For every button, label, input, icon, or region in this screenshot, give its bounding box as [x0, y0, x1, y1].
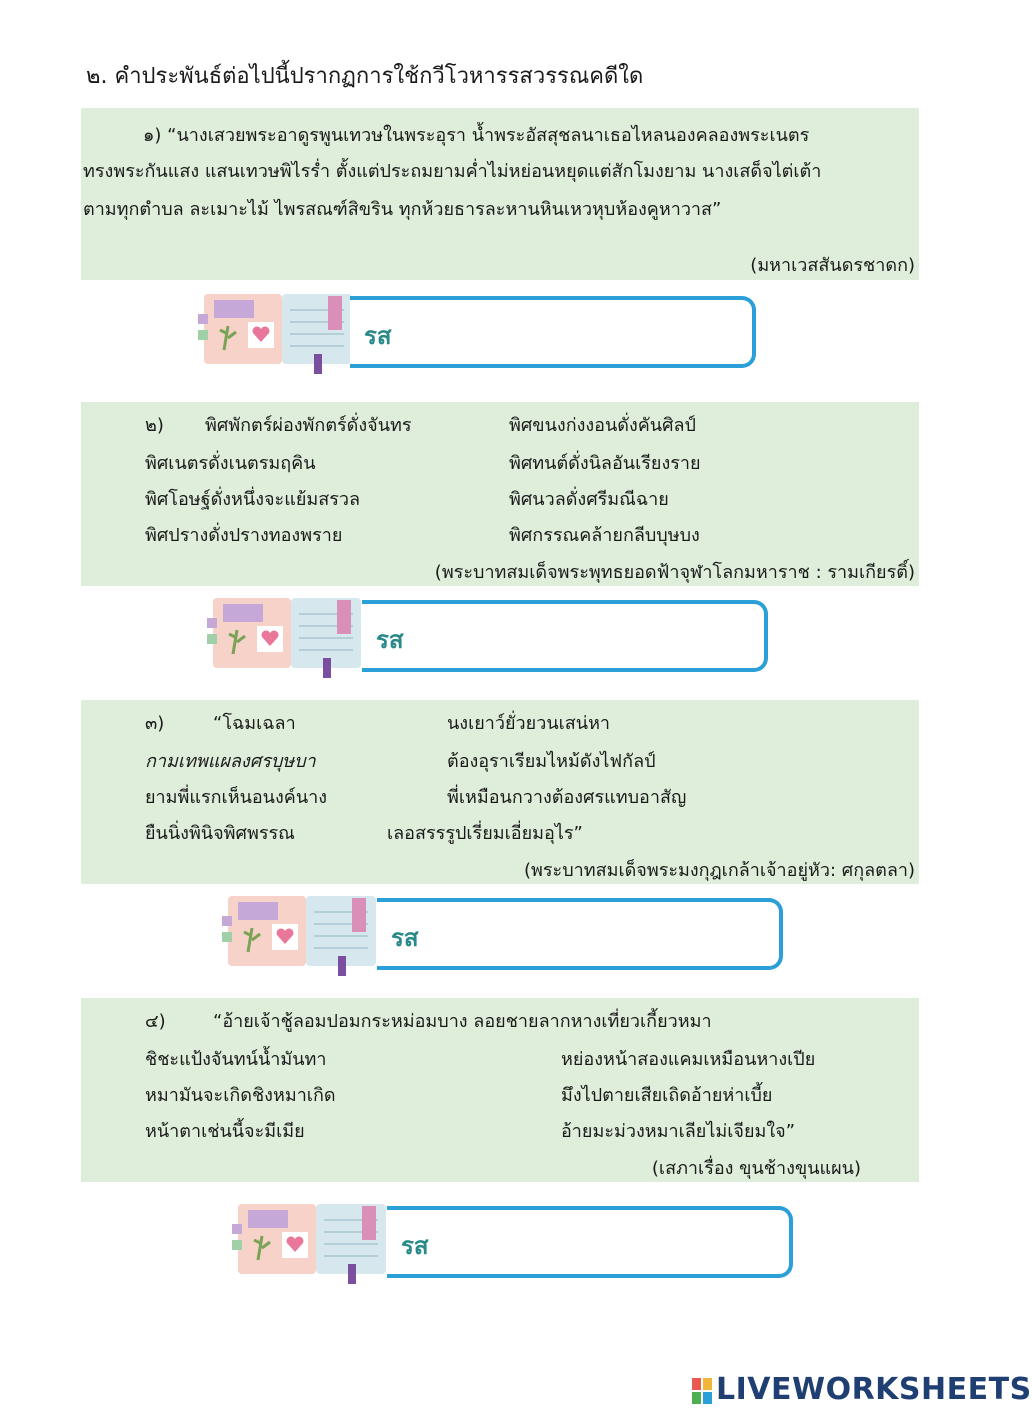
verse-left: ยามพี่แรกเห็นอนงค์นาง [145, 787, 328, 808]
verse-left: ชิชะแป้งจันทน์น้ำมันทา [145, 1049, 327, 1070]
source-citation: (เสภาเรื่อง ขุนช้างขุนแผน) [651, 1158, 861, 1179]
answer-box [387, 1206, 793, 1278]
book-icon [198, 284, 363, 376]
verse-right: เลอสรรรูปเรี่ยมเอี่ยมอุไร” [387, 823, 583, 844]
verse-left: กามเทพแผลงศรบุษบา [145, 751, 316, 772]
source-citation: (พระบาทสมเด็จพระมงกุฎเกล้าเจ้าอยู่หัว: ศกุลตลา) [523, 860, 915, 881]
verse-right: พิศขนงก่งงอนดั่งคันศิลป์ [509, 415, 696, 436]
verse-right: หย่องหน้าสองแคมเหมือนหางเปีย [561, 1049, 816, 1070]
verse-right: พิศนวลดั่งศรีมณีฉาย [509, 489, 669, 510]
answer-label: รส [401, 1232, 429, 1260]
verse-right: พี่เหมือนกวางต้องศรแทบอาสัญ [447, 787, 687, 808]
question-title: ๒. คำประพันธ์ต่อไปนี้ปรากฏการใช้กวีโวหารรสวรรณคดีใด [86, 64, 644, 89]
answer-row-4 [232, 1194, 797, 1286]
answer-row-3 [222, 886, 787, 978]
passage-box-2 [81, 402, 919, 586]
book-icon [207, 588, 372, 680]
source-citation: (มหาเวสสันดรชาดก) [750, 255, 915, 276]
answer-input-4[interactable] [437, 1218, 771, 1264]
answer-input-3[interactable] [427, 910, 761, 956]
passage-line: ตามทุกตำบล ละเมาะไม้ ไพรสณฑ์สิขริน ทุกห้วยธารละหานหินเหวหุบห้องคูหาวาส” [83, 199, 722, 220]
answer-label: รส [364, 322, 392, 350]
verse-left: หมามันจะเกิดชิงหมาเกิด [145, 1085, 336, 1106]
answer-row-2 [207, 588, 772, 680]
verse-left: พิศปรางดั่งปรางทองพราย [145, 525, 343, 546]
answer-label: รส [391, 924, 419, 952]
verse-left: “โฉมเฉลา [213, 713, 296, 734]
book-icon [232, 1194, 397, 1286]
verse-first-line: “อ้ายเจ้าชู้ลอมปอมกระหม่อมบาง ลอยชายลากหางเที่ยวเกี้ยวหมา [213, 1011, 712, 1032]
passage-box-4 [81, 998, 919, 1182]
verse-left: พิศพักตร์ผ่องพักตร์ดั่งจันทร [205, 415, 412, 436]
answer-row-1 [198, 284, 763, 376]
passage-box-3 [81, 700, 919, 884]
book-icon [222, 886, 387, 978]
answer-box [377, 898, 783, 970]
verse-right: อ้ายมะม่วงหมาเลียไม่เจียมใจ” [561, 1121, 796, 1142]
passage-line: ทรงพระกันแสง แสนเทวษพิไรร่ำ ตั้งแต่ประถมยามค่ำไม่หย่อนหยุดแต่สักโมงยาม นางเสด็จไต่เต้า [83, 161, 822, 182]
source-citation: (พระบาทสมเด็จพระพุทธยอดฟ้าจุฬาโลกมหาราช : รามเกียรติ์) [434, 562, 915, 583]
passage-line: ๑) “นางเสวยพระอาดูรพูนเทวษในพระอุรา น้ำพระอัสสุชลนาเธอไหลนองคลองพระเนตร [143, 125, 810, 146]
item-number: ๔) [145, 1011, 166, 1032]
liveworksheets-logo: LIVEWORKSHEETS [716, 1372, 1032, 1407]
verse-right: นงเยาว์ยั่วยวนเสน่หา [447, 713, 611, 734]
verse-left: พิศโอษฐ์ดั่งหนึ่งจะแย้มสรวล [145, 489, 361, 510]
answer-input-2[interactable] [412, 612, 746, 658]
liveworksheets-logo-icon [692, 1378, 712, 1404]
verse-right: พิศกรรณคล้ายกลีบบุษบง [509, 525, 700, 546]
answer-box [350, 296, 756, 368]
answer-input-1[interactable] [400, 308, 734, 354]
verse-left: หน้าตาเช่นนี้จะมีเมีย [145, 1121, 305, 1142]
item-number: ๓) [145, 713, 165, 734]
passage-box-1 [81, 108, 919, 280]
item-number: ๒) [145, 415, 164, 436]
answer-box [362, 600, 768, 672]
verse-right: ต้องอุราเรียมไหม้ดังไฟกัลป์ [447, 751, 656, 772]
verse-left: พิศเนตรดั่งเนตรมฤคิน [145, 453, 316, 474]
answer-label: รส [376, 626, 404, 654]
verse-left: ยืนนิ่งพินิจพิศพรรณ [145, 823, 295, 844]
verse-right: มึงไปตายเสียเถิดอ้ายห่าเบี้ย [561, 1085, 773, 1106]
verse-right: พิศทนต์ดั่งนิลอันเรียงราย [509, 453, 701, 474]
